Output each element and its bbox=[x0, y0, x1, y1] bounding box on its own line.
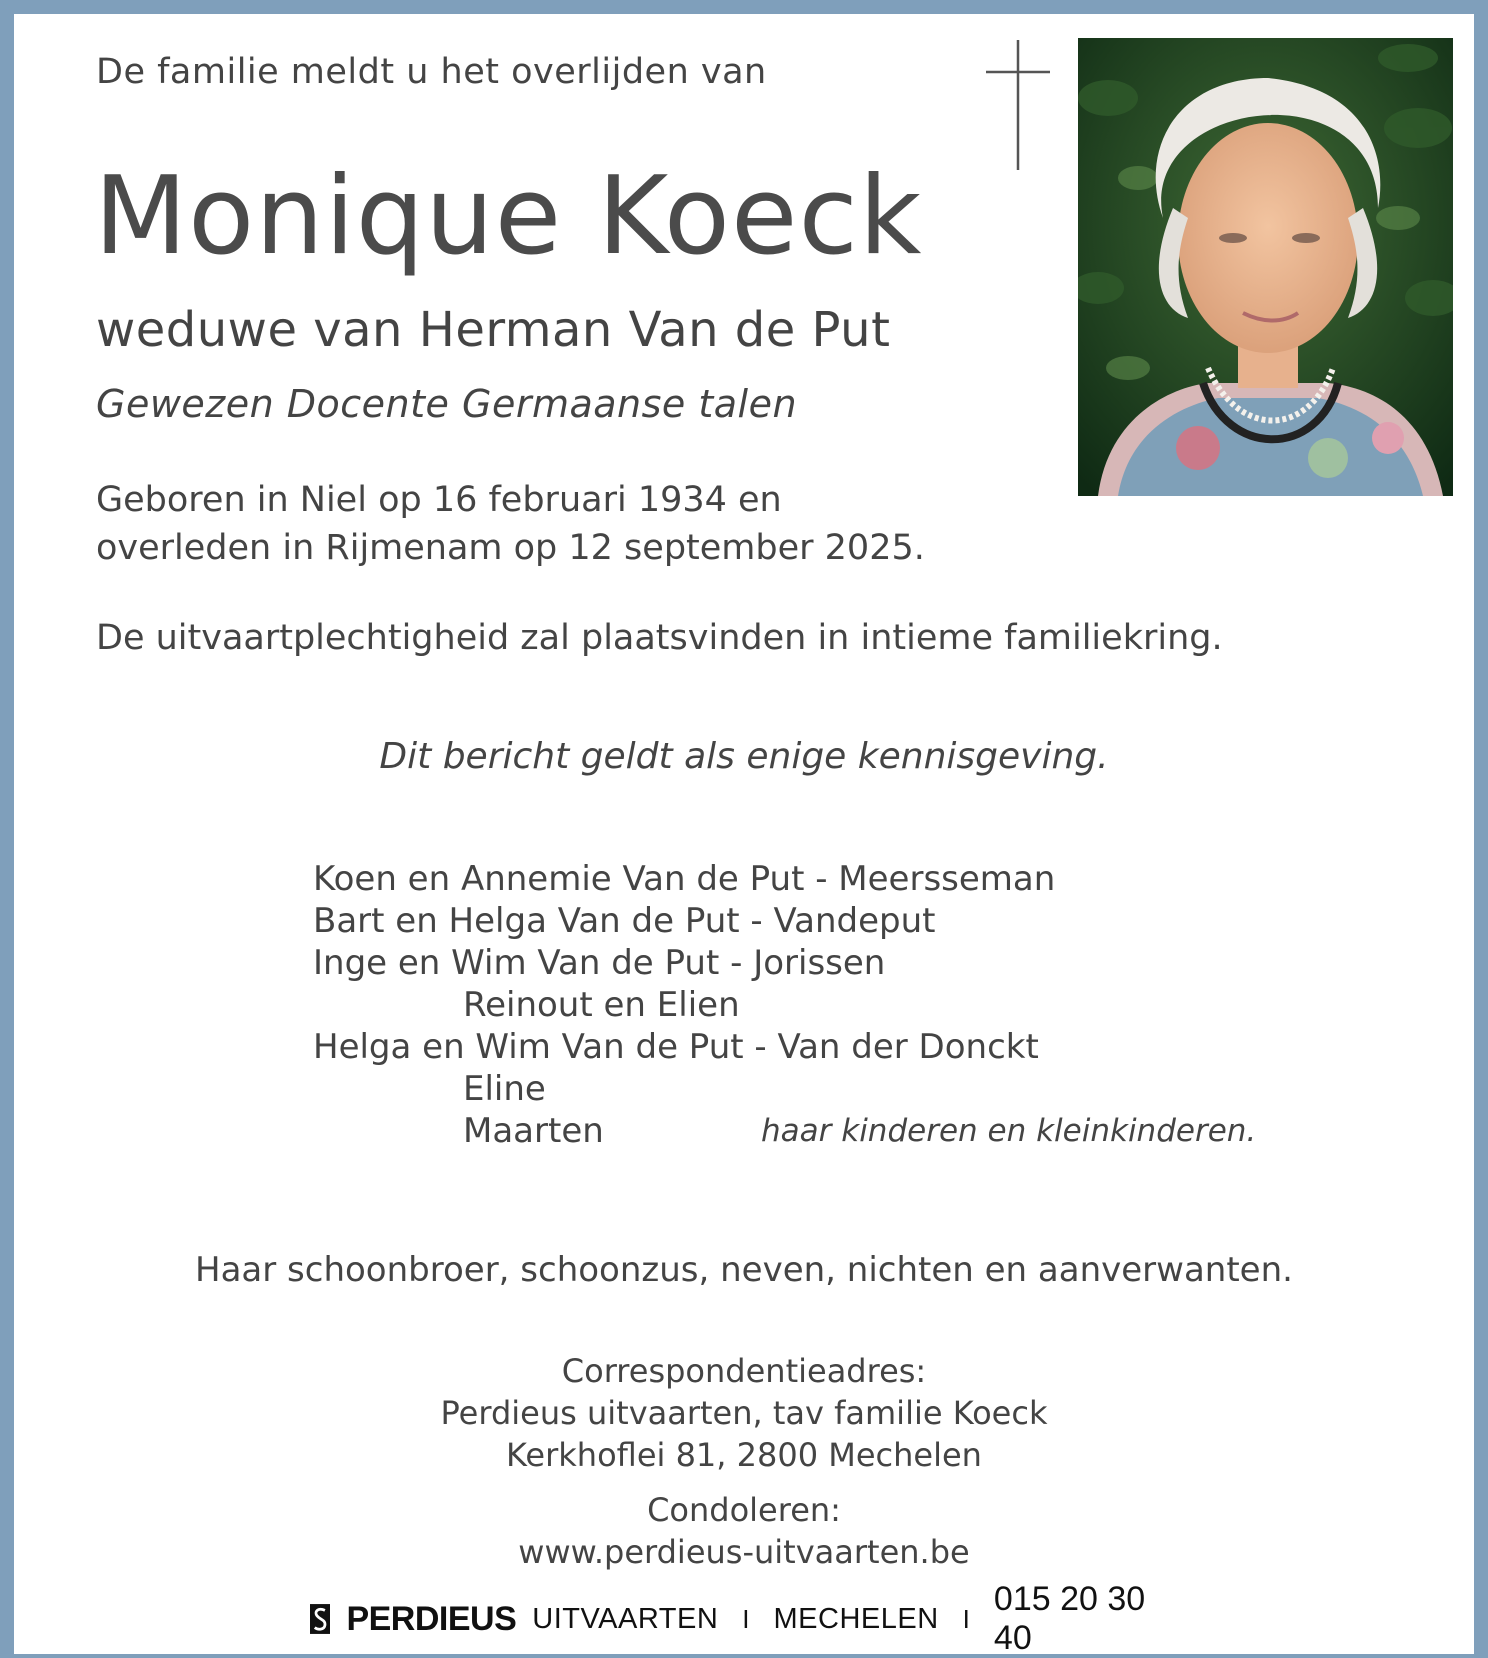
widow-of: weduwe van Herman Van de Put bbox=[96, 302, 891, 358]
born-line: Geboren in Niel op 16 februari 1934 en bbox=[96, 480, 782, 520]
condolences-block bbox=[14, 1489, 1474, 1573]
died-line: overleden in Rijmenam op 12 september 2025. bbox=[96, 528, 925, 568]
intro-text: De familie meldt u het overlijden van bbox=[96, 52, 767, 92]
ceremony-text: De uitvaartplechtigheid zal plaatsvinden in intieme familiekring. bbox=[96, 618, 1223, 658]
perdieus-logo-icon bbox=[310, 1600, 330, 1638]
phone-number[interactable]: 015 20 30 40 bbox=[993, 1580, 1146, 1657]
separator: I bbox=[742, 1603, 750, 1634]
list-item: Bart en Helga Van de Put - Vandeput bbox=[313, 901, 936, 941]
list-item: Helga en Wim Van de Put - Van der Donckt bbox=[313, 1027, 1039, 1067]
brand-suffix: UITVAARTEN bbox=[532, 1602, 719, 1635]
correspondence-line: Perdieus uitvaarten, tav familie Koeck bbox=[440, 1394, 1048, 1432]
city: MECHELEN bbox=[773, 1602, 939, 1635]
family-list bbox=[313, 858, 1257, 1152]
correspondence-label: Correspondentieadres: bbox=[561, 1352, 927, 1390]
funeral-home-footer bbox=[310, 1580, 1150, 1657]
list-item-last bbox=[313, 1110, 1257, 1152]
condolences-label: Condoleren: bbox=[647, 1491, 841, 1529]
family-caption: haar kinderen en kleinkinderen. bbox=[761, 1113, 1257, 1149]
portrait-photo bbox=[1078, 38, 1453, 496]
list-item: Reinout en Elien bbox=[463, 985, 740, 1025]
correspondence-block bbox=[14, 1350, 1474, 1476]
profession: Gewezen Docente Germaanse talen bbox=[96, 382, 798, 426]
separator: I bbox=[962, 1603, 970, 1634]
list-item: Koen en Annemie Van de Put - Meersseman bbox=[313, 859, 1056, 899]
obituary-card bbox=[14, 14, 1474, 1654]
list-item: Eline bbox=[463, 1069, 546, 1109]
condolences-website[interactable]: www.perdieus-uitvaarten.be bbox=[518, 1533, 970, 1571]
correspondence-line: Kerkhoflei 81, 2800 Mechelen bbox=[506, 1436, 982, 1474]
list-item: Maarten bbox=[463, 1111, 604, 1151]
brand-name: PERDIEUS bbox=[346, 1599, 517, 1638]
list-item: Inge en Wim Van de Put - Jorissen bbox=[313, 943, 886, 983]
only-notice-text: Dit bericht geldt als enige kennisgeving. bbox=[379, 736, 1109, 777]
cross-icon bbox=[986, 40, 1050, 170]
deceased-name: Monique Koeck bbox=[94, 154, 923, 279]
birth-death-text bbox=[96, 476, 996, 572]
relatives-text: Haar schoonbroer, schoonzus, neven, nichten en aanverwanten. bbox=[195, 1250, 1293, 1290]
